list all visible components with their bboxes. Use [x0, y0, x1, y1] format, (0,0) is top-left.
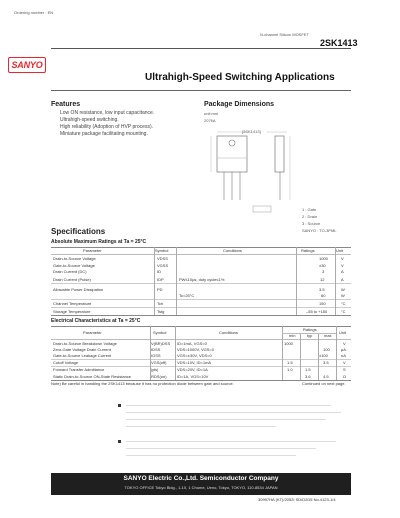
ec-col-min: min: [289, 333, 296, 338]
ec-cell: 1.5: [287, 360, 293, 365]
amr-row-divider: [51, 283, 351, 284]
footer-band: [51, 473, 351, 495]
ec-cell: Gate-to-Source Leakage Current: [53, 353, 112, 358]
disclaimer-bullet: [118, 440, 121, 443]
amr-cell: 1000: [319, 256, 328, 261]
amr-cell: A: [341, 277, 344, 282]
amr-cell: VGSS: [157, 263, 169, 268]
ec-cell: nA: [341, 353, 346, 358]
ec-row: [51, 352, 351, 359]
amr-cell: W: [341, 287, 345, 292]
ec-cell: ±100: [319, 353, 328, 358]
amr-cell: VDSS: [157, 256, 168, 261]
ec-cell: S: [343, 367, 346, 372]
ec-col-line: [282, 326, 283, 380]
package-code: 2076A: [204, 118, 216, 123]
ec-cell: Drain-to-Source Breakdown Voltage: [53, 341, 117, 346]
package-unit: unit:mm: [204, 111, 219, 116]
ec-col-line: [336, 326, 337, 380]
pin-label: 2 : Drain: [302, 214, 318, 219]
disclaimer-line: [126, 405, 331, 406]
ec-col-line: [150, 326, 151, 380]
ec-ratings-divider: [282, 333, 336, 334]
feature-item: Miniature package facilitating mounting.: [60, 131, 148, 137]
ec-col-ratings: Ratings: [303, 327, 317, 332]
specifications-heading: Specifications: [51, 227, 106, 236]
amr-cell: Channel Temperature: [53, 301, 92, 306]
amr-row: [51, 308, 351, 315]
disclaimer-line: [126, 412, 341, 413]
ec-cell: Zero-Gate Voltage Drain Current: [53, 347, 111, 352]
amr-cell: Drain Current (Pulse): [53, 277, 91, 282]
header-divider: [51, 48, 351, 49]
amr-row: [51, 268, 351, 275]
amr-col-line: [154, 247, 155, 315]
amr-table-bottom: [51, 315, 351, 316]
pin-label: 3 : Source: [302, 221, 321, 226]
ec-cell: |yfs|: [151, 367, 159, 372]
footer-company: SANYO Electric Co.,Ltd. Semiconductor Company: [123, 475, 279, 482]
ec-col-parameter: Parameter: [83, 330, 102, 335]
amr-col-unit: Unit: [336, 248, 344, 253]
ec-cell: Cutoff Voltage: [53, 360, 79, 365]
amr-cell: ±30: [319, 263, 326, 268]
amr-row: [51, 300, 351, 307]
amr-cell: V: [341, 256, 344, 261]
ec-col-conditions: Conditions: [219, 330, 238, 335]
ec-col-line: [300, 333, 301, 380]
ordering-number: Ordering number : EN: [14, 10, 54, 15]
ec-row: [51, 373, 351, 380]
amr-row: [51, 255, 351, 262]
ec-cell: 4.5: [323, 374, 329, 379]
amr-col-symbol: Symbol: [155, 248, 169, 253]
amr-col-parameter: Parameter: [83, 248, 102, 253]
amr-heading: Absolute Maximum Ratings at Ta = 25°C: [51, 239, 147, 245]
amr-cell: 3.5: [319, 287, 325, 292]
disclaimer-line: [126, 448, 316, 449]
ec-heading: Electrical Characteristics at Ta = 25°C: [51, 318, 141, 324]
amr-col-line: [176, 247, 177, 315]
ec-cell: VDS=1000V, VGS=0: [177, 347, 214, 352]
amr-cell: 150: [319, 301, 326, 306]
disclaimer-bullet: [118, 404, 121, 407]
ec-cell: IDSS: [151, 347, 161, 352]
ec-cell: 100: [323, 347, 330, 352]
ec-cell: RDS(on): [151, 374, 167, 379]
ec-cell: μA: [341, 347, 346, 352]
amr-cell: 60: [321, 293, 326, 298]
ec-cell: ID=1A, VGS=10V: [177, 374, 209, 379]
amr-cell: A: [341, 269, 344, 274]
part-number: 2SK1413: [320, 38, 358, 48]
amr-cell: Tstg: [157, 309, 165, 314]
ec-cell: 1.5: [305, 367, 311, 372]
ec-row: [51, 359, 351, 366]
amr-col-ratings: Ratings: [301, 248, 315, 253]
amr-cell: PW≤10μs, duty cycle≤1%: [179, 277, 225, 282]
amr-col-line: [335, 247, 336, 315]
amr-cell: –55 to +150: [306, 309, 328, 314]
ec-cell: Ω: [343, 374, 346, 379]
ec-cell: ID=1mA, VGS=0: [177, 341, 207, 346]
ec-col-line: [318, 333, 319, 380]
ec-cell: Forward Transfer Admittance: [53, 367, 105, 372]
ec-cell: 3.6: [305, 374, 311, 379]
amr-row: [51, 292, 351, 299]
amr-cell: °C: [341, 309, 346, 314]
amr-cell: PD: [157, 287, 163, 292]
amr-cell: 3: [322, 269, 325, 274]
feature-item: Low ON resistance, low input capacitance.: [60, 110, 155, 116]
disclaimer-line: [126, 455, 296, 456]
ec-col-unit: Unit: [339, 330, 347, 335]
ec-cell: 3.5: [323, 360, 329, 365]
ec-cell: VDS=20V, ID=1A: [177, 367, 208, 372]
amr-cell: Drain Current (DC): [53, 269, 87, 274]
brand-text: SANYO: [11, 60, 43, 70]
disclaimer-line: [126, 441, 336, 442]
ec-col-max: max: [324, 333, 332, 338]
drawing-code: [2SK1413]: [242, 129, 261, 134]
package-drawing: [205, 128, 355, 223]
amr-cell: °C: [341, 301, 346, 306]
amr-cell: Storage Temperature: [53, 309, 91, 314]
ec-col-symbol: Symbol: [153, 330, 167, 335]
package-name: SANYO : TO-3PML: [302, 228, 337, 233]
ec-cell: V(BR)DSS: [151, 341, 171, 346]
ec-cell: IGSS: [151, 353, 161, 358]
ec-col-typ: typ: [307, 333, 313, 338]
amr-cell: IDP: [157, 277, 164, 282]
pin-label: 1 : Gate: [302, 207, 317, 212]
amr-cell: W: [341, 293, 345, 298]
handling-note: Note) Be careful in handling the 2SK1413 because it has no protection diode between gate and source.: [51, 381, 234, 386]
amr-cell: V: [341, 263, 344, 268]
amr-row: [51, 276, 351, 283]
sanyo-logo: [8, 57, 46, 73]
ec-cell: VGS=±30V, VDS=0: [177, 353, 212, 358]
ec-cell: VGS(off): [151, 360, 167, 365]
title-divider: [51, 90, 351, 91]
ec-row: [51, 366, 351, 373]
footer-address: TOKYO OFFICE Tokyo Bldg., 1-10, 1 Chome, Ueno, Tokyo, TOKYO, 110-8534 JAPAN: [124, 485, 278, 490]
package-heading: Package Dimensions: [204, 101, 275, 108]
footer-document-code: 30997HA (KT)/2052I SD/D2D5 No.4123-1/4: [258, 497, 336, 502]
ec-cell: V: [343, 341, 346, 346]
ec-cell: 1000: [284, 341, 293, 346]
amr-header-row: [51, 247, 351, 254]
features-heading: Features: [51, 101, 81, 108]
amr-cell: Gate-to-Source Voltage: [53, 263, 95, 268]
feature-item: High reliability (Adoption of HVP process).: [60, 124, 154, 130]
amr-cell: Tc=25°C: [179, 293, 195, 298]
ec-cell: VDS=10V, ID=1mA: [177, 360, 212, 365]
disclaimer-line: [126, 419, 326, 420]
page-title: Ultrahigh-Speed Switching Applications: [145, 72, 335, 83]
ec-cell: Static Drain-to-Source ON-State Resistance: [53, 374, 132, 379]
feature-item: Ultrahigh-speed switching.: [60, 117, 119, 123]
amr-col-conditions: Conditions: [223, 248, 242, 253]
device-type: N-channel Silicon MOSFET: [260, 32, 309, 37]
amr-cell: 12: [320, 277, 325, 282]
amr-col-line: [296, 247, 297, 315]
continued-note: Continued on next page.: [302, 381, 346, 386]
ec-col-line: [175, 326, 176, 380]
ec-cell: 1.0: [287, 367, 293, 372]
disclaimer-line: [126, 426, 276, 427]
amr-cell: ID: [157, 269, 161, 274]
amr-cell: Drain-to-Source Voltage: [53, 256, 96, 261]
amr-cell: Tch: [157, 301, 164, 306]
amr-cell: Allowable Power Dissipation: [53, 287, 104, 292]
ec-cell: V: [343, 360, 346, 365]
